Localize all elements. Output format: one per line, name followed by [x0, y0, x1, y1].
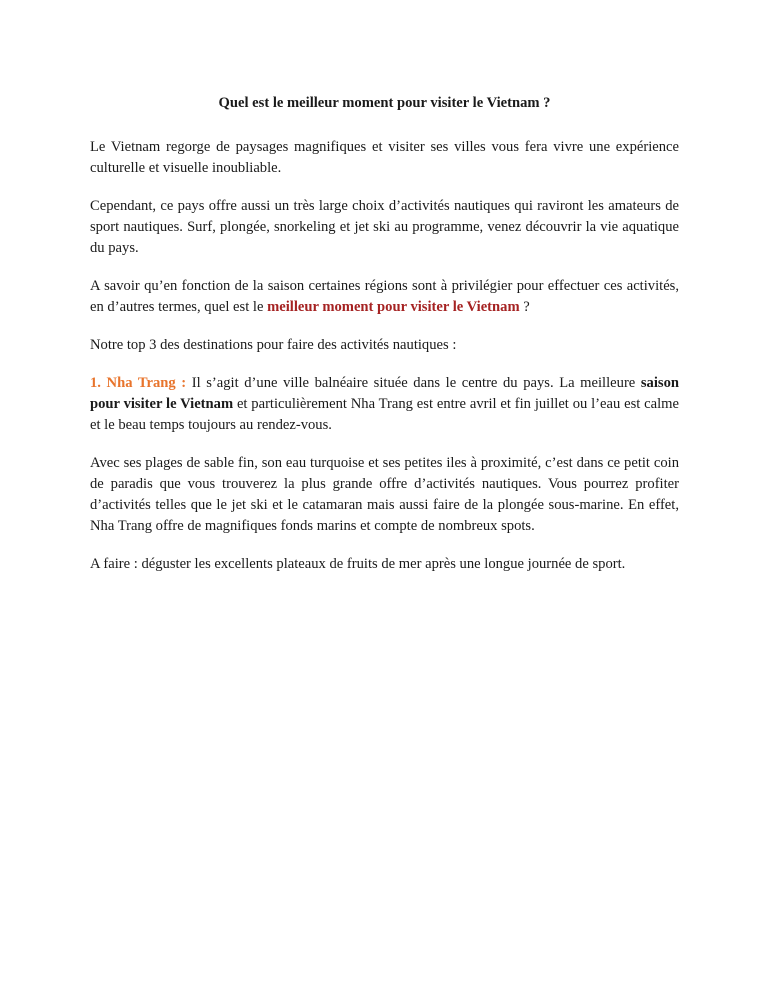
document-title: Quel est le meilleur moment pour visiter le Vietnam ? [218, 95, 551, 111]
nha-trang-text-2: et particulièrement Nha Trang est entre avril et fin juillet ou l’eau est calme et le beau temps toujours au rendez-vous. [90, 396, 679, 433]
paragraph-to-do: A faire : déguster les excellents plateaux de fruits de mer après une longue journée de sport. [90, 556, 626, 572]
paragraph-nha-trang [90, 373, 679, 436]
paragraph-season-text-after: ? [519, 299, 530, 315]
paragraph-intro: Le Vietnam regorge de paysages magnifiques et visiter ses villes vous fera vivre une expérience culturelle et visuelle inoubliable. [90, 139, 679, 176]
paragraph-season [90, 276, 679, 318]
paragraph-top3: Notre top 3 des destinations pour faire des activités nautiques : [90, 337, 457, 353]
best-time-link[interactable]: meilleur moment pour visiter le Vietnam [267, 299, 520, 315]
nha-trang-heading: 1. Nha Trang : [90, 375, 187, 391]
paragraph-nha-trang-details: Avec ses plages de sable fin, son eau turquoise et ses petites iles à proximité, c’est dans ce petit coin de paradis que vous trouverez la plus grande offre d’activités nautiques. Vous pourrez profiter d’activités telles que le jet ski et le catamaran mais aussi faire de la plongée sous-marine. En effet, Nha Trang offre de magnifiques fonds marins et compte de nombreux spots. [90, 455, 679, 534]
nha-trang-bold-phrase: saison pour visiter le Vietnam [90, 375, 679, 412]
document-body [90, 93, 679, 592]
paragraph-activities: Cependant, ce pays offre aussi un très large choix d’activités nautiques qui raviront les amateurs de sport nautiques. Surf, plongée, snorkeling et jet ski au programme, venez découvrir la vie aquatique du pays. [90, 198, 679, 256]
paragraph-season-text-before: A savoir qu’en fonction de la saison certaines régions sont à privilégier pour effectuer ces activités, en d’autres termes, quel est le [90, 278, 679, 315]
nha-trang-text-1: Il s’agit d’une ville balnéaire située dans le centre du pays. La meilleure [186, 375, 641, 391]
